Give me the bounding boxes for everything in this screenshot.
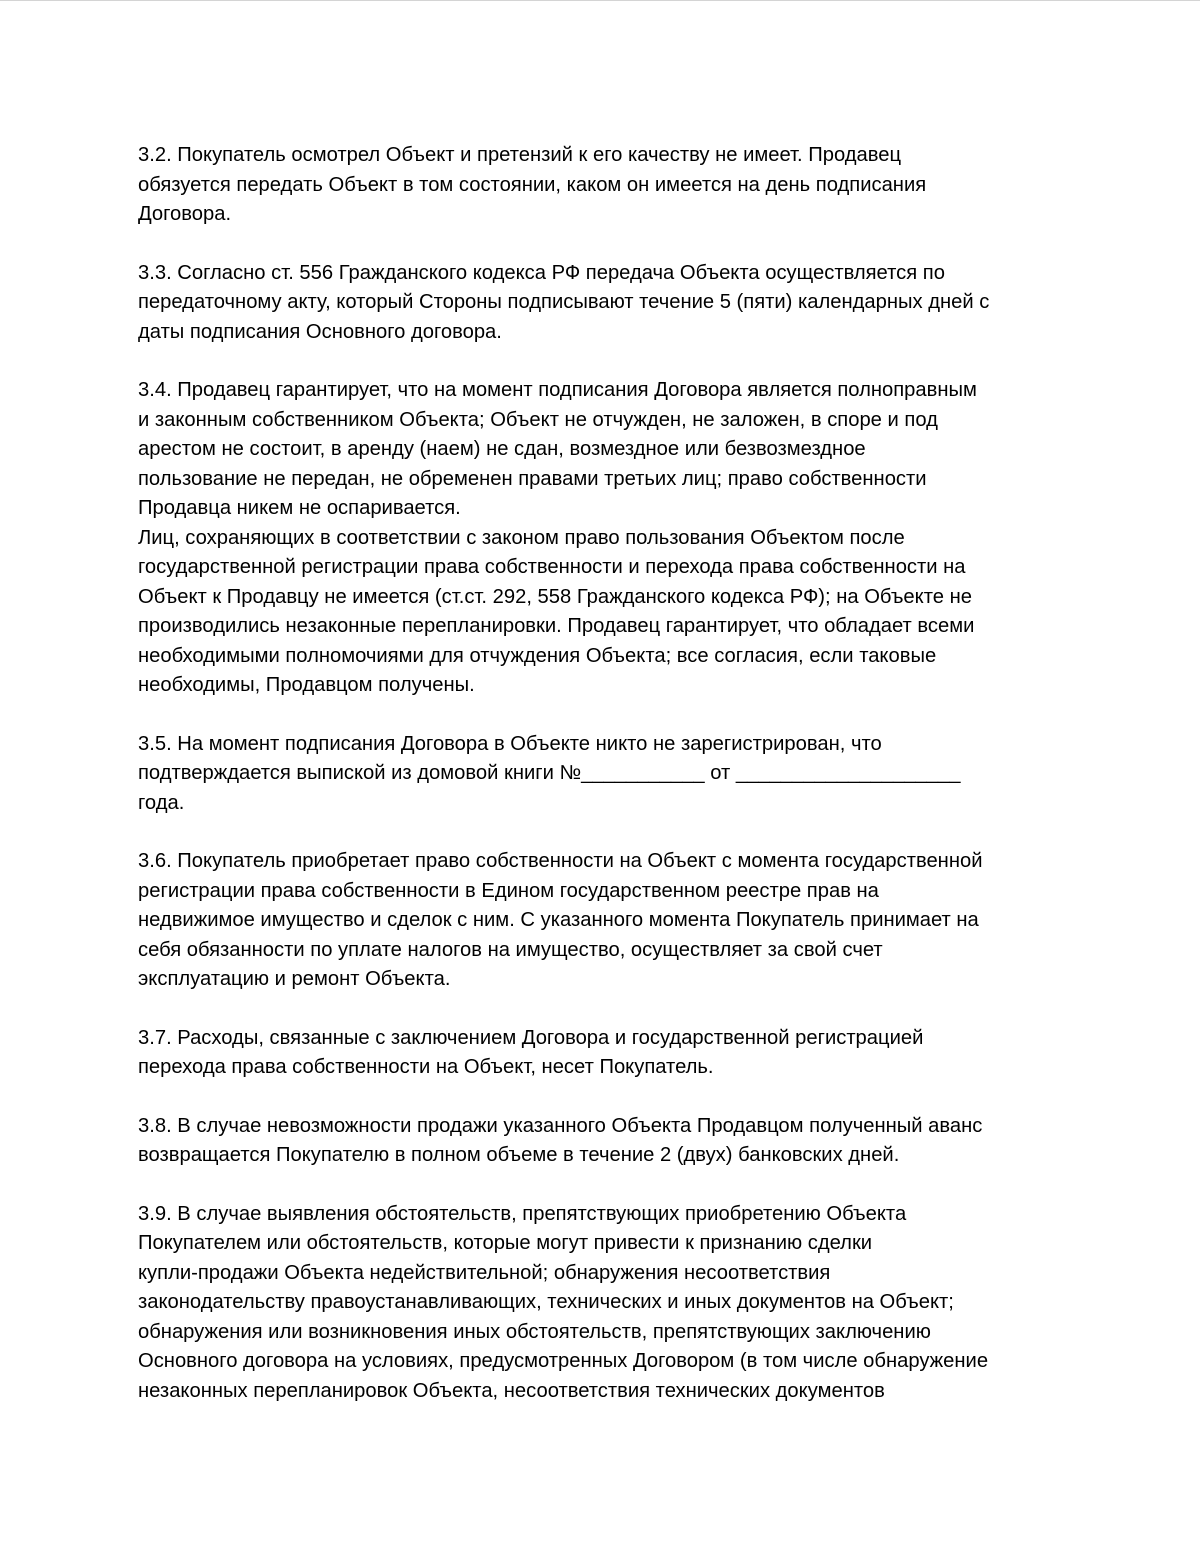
clause-line: производились незаконные перепланировки. Продавец гарантирует, что обладает всеми: [138, 615, 975, 637]
clause-line: обнаружения или возникновения иных обстоятельств, препятствующих заключению: [138, 1320, 931, 1343]
document-body: [138, 141, 1068, 1435]
clause-line: эксплуатацию и ремонт Объекта.: [138, 968, 451, 990]
clause-line: года.: [138, 791, 185, 814]
clause-line: государственной регистрации права собственности и перехода права собственности на: [138, 556, 966, 578]
clause-line: законодательству правоустанавливающих, технических и иных документов на Объект;: [138, 1291, 954, 1313]
clause-3-3: [138, 259, 1068, 348]
clause-line: 3.7. Расходы, связанные с заключением Договора и государственной регистрацией: [138, 1026, 924, 1049]
clause-3-8: [138, 1112, 1068, 1171]
clause-line: себя обязанности по уплате налогов на имущество, осуществляет за свой счет: [138, 938, 883, 961]
clause-3-7: [138, 1024, 1068, 1083]
clause-line: Договора.: [138, 203, 232, 225]
clause-3-9: [138, 1200, 1068, 1407]
clause-line: и законным собственником Объекта; Объект не отчужден, не заложен, в споре и под: [138, 408, 938, 431]
clause-line: пользование не передан, не обременен правами третьих лиц; право собственности: [138, 467, 927, 490]
clause-line: Основного договора на условиях, предусмотренных Договором (в том числе обнаружение: [138, 1350, 989, 1372]
clause-line: незаконных перепланировок Объекта, несоответствия технических документов: [138, 1379, 885, 1402]
clause-line: недвижимое имущество и сделок с ним. С указанного момента Покупатель принимает на: [138, 909, 979, 931]
clause-line: 3.8. В случае невозможности продажи указанного Объекта Продавцом полученный аванс: [138, 1114, 983, 1137]
clause-line: возвращается Покупателю в полном объеме в течение 2 (двух) банковских дней.: [138, 1144, 900, 1166]
clause-line: Покупателем или обстоятельств, которые могут привести к признанию сделки: [138, 1232, 873, 1254]
clause-line: 3.2. Покупатель осмотрел Объект и претензий к его качеству не имеет. Продавец: [138, 144, 902, 166]
clause-line: Продавца никем не оспаривается.: [138, 497, 461, 519]
clause-line: 3.5. На момент подписания Договора в Объекте никто не зарегистрирован, что: [138, 732, 882, 755]
clause-line: регистрации права собственности в Едином государственном реестре прав на: [138, 879, 879, 902]
clause-3-2: [138, 141, 1068, 230]
clause-3-5: [138, 730, 1068, 819]
clause-line: 3.6. Покупатель приобретает право собственности на Объект с момента государственной: [138, 850, 983, 872]
clause-line: передаточному акту, который Стороны подписывают течение 5 (пяти) календарных дней с: [138, 291, 990, 313]
clause-line: арестом не состоит, в аренду (наем) не сдан, возмездное или безвозмездное: [138, 438, 866, 460]
clause-line: Лиц, сохраняющих в соответствии с законом право пользования Объектом после: [138, 526, 905, 549]
page-top-border: [0, 0, 1200, 1]
clause-line: перехода права собственности на Объект, несет Покупатель.: [138, 1056, 714, 1078]
clause-line: 3.3. Согласно ст. 556 Гражданского кодекса РФ передача Объекта осуществляется по: [138, 261, 945, 284]
clause-line: 3.4. Продавец гарантирует, что на момент подписания Договора является полноправным: [138, 379, 977, 401]
clause-line: обязуется передать Объект в том состоянии, каком он имеется на день подписания: [138, 173, 927, 196]
clause-line: подтверждается выпиской из домовой книги №___________ от ____________________: [138, 762, 961, 784]
clause-line: необходимы, Продавцом получены.: [138, 674, 475, 696]
clause-line: купли-продажи Объекта недействительной; обнаружения несоответствия: [138, 1261, 831, 1284]
clause-line: Объект к Продавцу не имеется (ст.ст. 292, 558 Гражданского кодекса РФ); на Объекте не: [138, 585, 972, 608]
clause-line: 3.9. В случае выявления обстоятельств, препятствующих приобретению Объекта: [138, 1202, 907, 1225]
clause-line: необходимыми полномочиями для отчуждения Объекта; все согласия, если таковые: [138, 644, 937, 667]
clause-3-6: [138, 847, 1068, 995]
clause-3-4: [138, 376, 1068, 701]
clause-line: даты подписания Основного договора.: [138, 320, 502, 343]
